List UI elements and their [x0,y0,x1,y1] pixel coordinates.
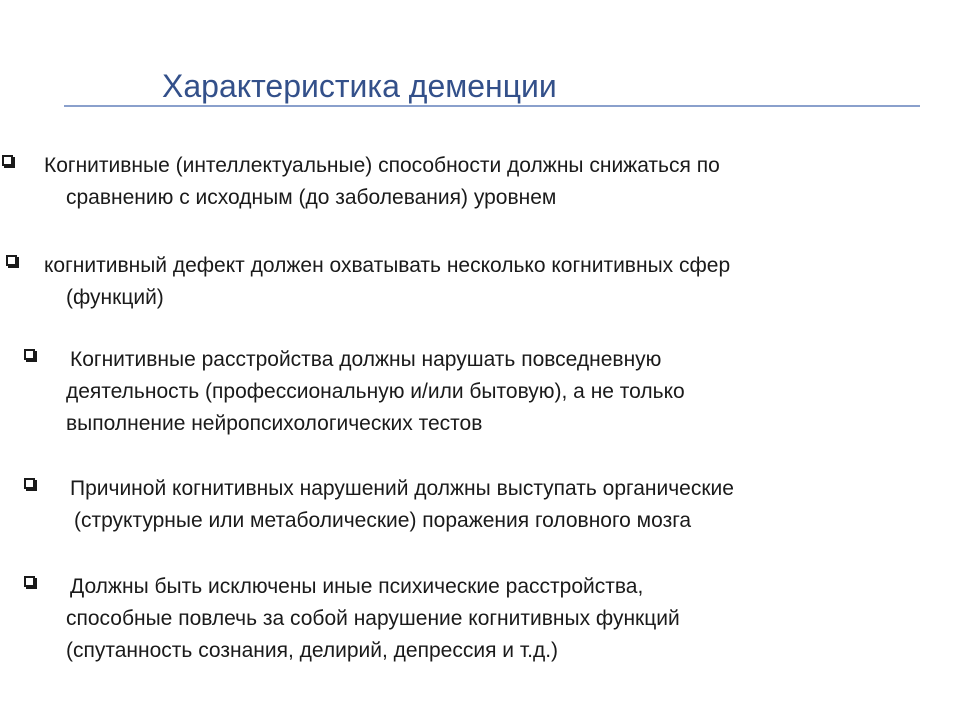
checkbox-bullet-icon [6,255,17,266]
bullet-line: сравнению с исходным (до заболевания) уровнем [66,186,557,209]
bullet-line: (структурные или метаболические) поражения головного мозга [74,509,692,532]
bullet-line: Когнитивные (интеллектуальные) способности должны снижаться по [44,154,720,177]
checkbox-bullet-icon [24,576,35,587]
bullet-line: выполнение нейропсихологических тестов [66,412,483,435]
checkbox-bullet-icon [24,349,35,360]
bullet-line: способные повлечь за собой нарушение когнитивных функций [66,607,680,630]
bullet-line: Когнитивные расстройства должны нарушать повседневную [70,348,662,371]
bullet-line: (функций) [66,286,164,309]
slide-title: Характеристика деменции [162,68,557,104]
bullet-line: деятельность (профессиональную и/или бытовую), а не только [66,380,685,403]
checkbox-bullet-icon [2,155,13,166]
bullet-line: Причиной когнитивных нарушений должны выступать органические [70,477,734,500]
bullet-line: когнитивный дефект должен охватывать несколько когнитивных сфер [44,254,731,277]
title-underline [64,105,920,107]
bullet-line: (спутанность сознания, делирий, депрессия и т.д.) [66,639,559,662]
checkbox-bullet-icon [24,478,35,489]
bullet-line: Должны быть исключены иные психические расстройства, [70,575,644,598]
